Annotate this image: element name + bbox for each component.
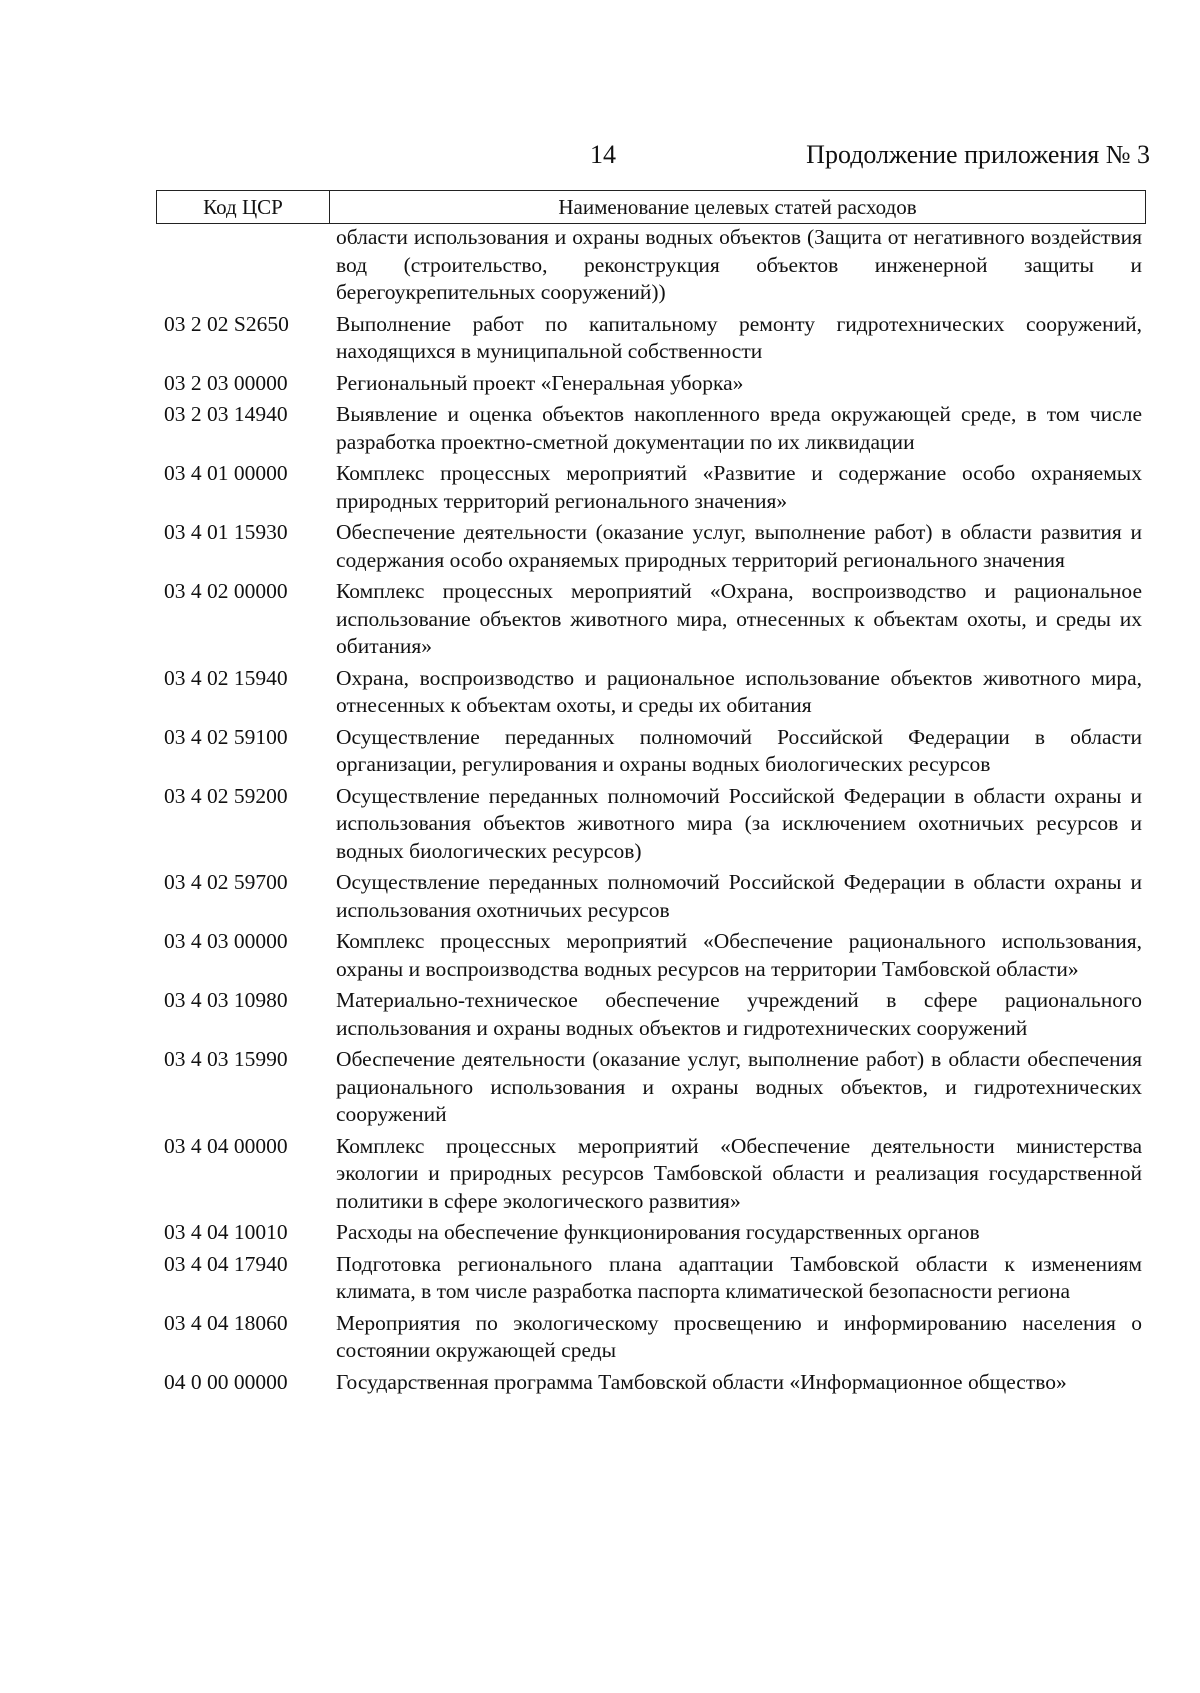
table-row [156,665,1146,720]
row-code: 03 4 03 15990 [164,1047,288,1071]
row-text: Комплекс процессных мероприятий «Обеспечение деятельности министерства экологии и природных ресурсов Тамбовской области и реализация государственной политики в сфере экологического развития» [336,1133,1142,1213]
row-text: Осуществление переданных полномочий Российской Федерации в области организации, регулирования и охраны водных биологических ресурсов [336,724,1142,776]
row-code: 03 4 03 10980 [164,988,288,1012]
row-text: Обеспечение деятельности (оказание услуг, выполнение работ) в области развития и содержания особо охраняемых природных территорий регионального значения [336,520,1142,572]
row-text: Выявление и оценка объектов накопленного вреда окружающей среде, в том числе разработка проектно-сметной документации по их ликвидации [336,402,1142,454]
row-text: Обеспечение деятельности (оказание услуг, выполнение работ) в области обеспечения рационального использования и охраны водных объектов, и гидротехнических сооружений [336,1047,1142,1126]
table-row [156,1219,1146,1247]
row-text: Комплекс процессных мероприятий «Охрана, воспроизводство и рациональное использование объектов животного мира, отнесенных к объектам охоты, и среды их обитания» [336,579,1142,658]
row-code [156,224,336,307]
row-text: Охрана, воспроизводство и рациональное использование объектов животного мира, отнесенных к объектам охоты, и среды их обитания [336,665,1142,717]
row-text: Материально-техническое обеспечение учреждений в сфере рационального использования и охраны водных объектов и гидротехнических сооружений [336,988,1142,1040]
table-row [156,401,1146,456]
table-header [156,190,1146,224]
row-text: Осуществление переданных полномочий Российской Федерации в области охраны и использования объектов животного мира (за исключением охотничьих ресурсов и водных биологических ресурсов) [336,783,1142,863]
row-code: 03 4 02 59700 [164,870,288,894]
table-row [156,1310,1146,1365]
row-text: Расходы на обеспечение функционирования государственных органов [336,1220,980,1244]
row-code: 03 2 03 14940 [164,402,288,426]
table-row [156,370,1146,398]
row-text: Осуществление переданных полномочий Российской Федерации в области охраны и использования охотничьих ресурсов [336,870,1142,922]
row-text: Региональный проект «Генеральная уборка» [336,370,744,395]
row-text: области использования и охраны водных объектов (Защита от негативного воздействия вод (строительство, реконструкция объектов инженерной защиты и берегоукрепительных сооружений)) [336,225,1142,304]
table-row [156,460,1146,515]
table-row [156,724,1146,779]
table-row [156,578,1146,661]
row-code: 03 4 02 00000 [164,579,288,603]
row-code: 03 4 01 00000 [164,461,288,485]
row-code: 03 4 04 10010 [164,1220,288,1244]
table-row [156,311,1146,366]
row-code: 03 2 03 00000 [164,370,288,395]
table-row [156,783,1146,866]
row-text: Комплекс процессных мероприятий «Обеспечение рационального использования, охраны и воспроизводства водных ресурсов на территории Тамбовской области» [336,929,1142,981]
row-code: 04 0 00 00000 [164,1369,288,1394]
row-code: 03 4 02 59200 [164,783,288,808]
page-number: 14 [590,140,616,169]
table-row [156,869,1146,924]
table-row [156,1369,1146,1397]
row-code: 03 2 02 S2650 [164,311,289,336]
row-text: Выполнение работ по капитальному ремонту гидротехнических сооружений, находящихся в муниципальной собственности [336,311,1142,363]
row-code: 03 4 02 15940 [164,665,288,690]
row-code: 03 4 04 18060 [164,1310,288,1335]
continuation-label: Продолжение приложения № 3 [806,140,1150,169]
table-row [156,928,1146,983]
table-row [156,519,1146,574]
table-row [156,1046,1146,1129]
row-text: Государственная программа Тамбовской области «Информационное общество» [336,1369,1067,1394]
row-text: Мероприятия по экологическому просвещению и информированию населения о состоянии окружающей среды [336,1310,1142,1362]
table-row [156,1133,1146,1216]
row-code: 03 4 01 15930 [164,520,288,544]
row-text: Подготовка регионального плана адаптации Тамбовской области к изменениям климата, в том числе разработка паспорта климатической безопасности региона [336,1251,1142,1303]
row-code: 03 4 04 00000 [164,1133,288,1158]
table-row [156,987,1146,1042]
table-body [156,224,1146,1400]
table-row [156,1251,1146,1306]
row-code: 03 4 02 59100 [164,724,288,749]
row-code: 03 4 03 00000 [164,929,288,953]
header-code-column: Код ЦСР [157,191,330,223]
header-name-column: Наименование целевых статей расходов [558,194,917,219]
table-row [156,224,1146,307]
row-text: Комплекс процессных мероприятий «Развитие и содержание особо охраняемых природных территорий регионального значения» [336,461,1142,513]
row-code: 03 4 04 17940 [164,1251,288,1276]
